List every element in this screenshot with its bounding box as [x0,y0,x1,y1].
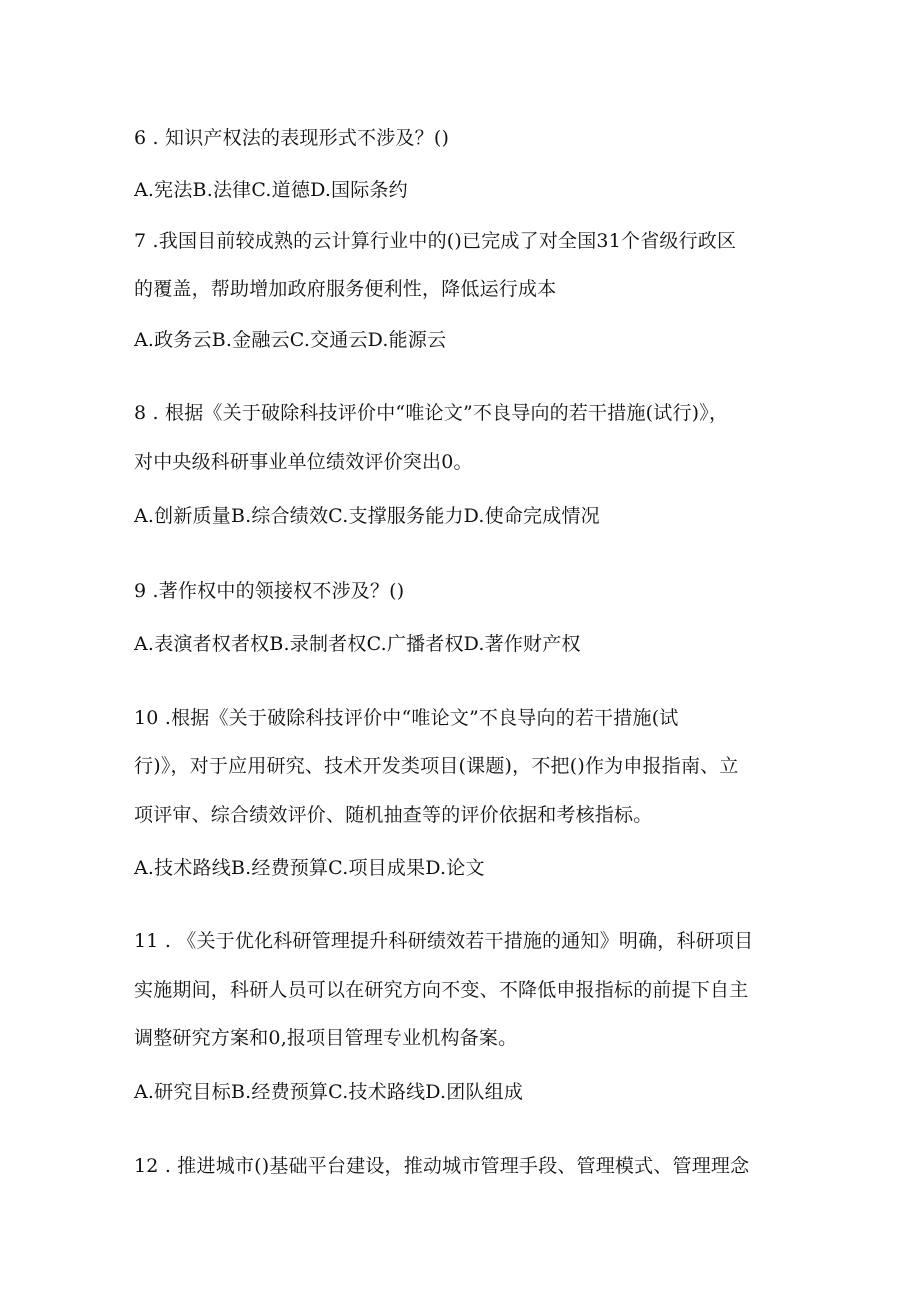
question-11-stem-1: . 《关于优化科研管理提升科研绩效若干措施的通知》明确，科研项目 [164,930,754,952]
question-6-number: 6 [134,127,147,149]
question-9-stem: .著作权中的领接权不涉及？() [152,580,405,602]
question-11-stem-2: 实施期间，科研人员可以在研究方向不变、不降低申报指标的前提下自主 [134,979,749,1001]
question-9-line-1 [134,579,404,603]
question-10-stem-3: 项评审、综合绩效评价、随机抽查等的评价依据和考核指标。 [134,804,653,826]
question-6-stem: . 知识产权法的表现形式不涉及？() [152,127,450,149]
question-11-stem-3: 调整研究方案和0,报项目管理专业机构备案。 [134,1027,518,1049]
question-10-number: 10 [134,707,159,729]
question-8-options: A.创新质量B.综合绩效C.支撑服务能力D.使命完成情况 [134,505,600,527]
question-7-stem-1: .我国目前较成熟的云计算行业中的()已完成了对全国31个省级行政区 [152,230,737,252]
question-6-options: A.宪法B.法律C.道德D.国际条约 [134,179,408,201]
question-7-options: A.政务云B.金融云C.交通云D.能源云 [134,329,447,351]
question-9-number: 9 [134,580,147,602]
question-11-line-1 [134,929,753,953]
question-7-number: 7 [134,230,147,252]
question-12-stem-1: . 推进城市()基础平台建设，推动城市管理手段、管理模式、管理理念 [164,1155,750,1177]
question-12-number: 12 [134,1155,159,1177]
question-7-line-1 [134,229,736,253]
question-8-number: 8 [134,402,147,424]
question-10-options: A.技术路线B.经费预算C.项目成果D.论文 [134,857,485,879]
question-11-number: 11 [134,930,159,952]
question-10-line-1 [134,706,679,730]
question-8-stem-2: 对中央级科研事业单位绩效评价突出0。 [134,451,473,473]
question-8-line-1 [134,401,728,425]
question-8-stem-1: . 根据《关于破除科技评价中“唯论文”不良导向的若干措施(试行)》， [152,402,729,424]
question-6-line-1 [134,126,449,150]
question-7-stem-2: 的覆盖，帮助增加政府服务便利性，降低运行成本 [134,278,557,300]
question-9-options: A.表演者权者权B.录制者权C.广播者权D.著作财产权 [134,633,581,655]
question-10-stem-2: 行)》，对于应用研究、技术开发类项目(课题)，不把()作为申报指南、立 [134,755,739,777]
question-12-line-1 [134,1154,749,1178]
question-11-options: A.研究目标B.经费预算C.技术路线D.团队组成 [134,1081,524,1103]
question-10-stem-1: .根据《关于破除科技评价中“唯论文”不良导向的若干措施(试 [164,707,679,729]
